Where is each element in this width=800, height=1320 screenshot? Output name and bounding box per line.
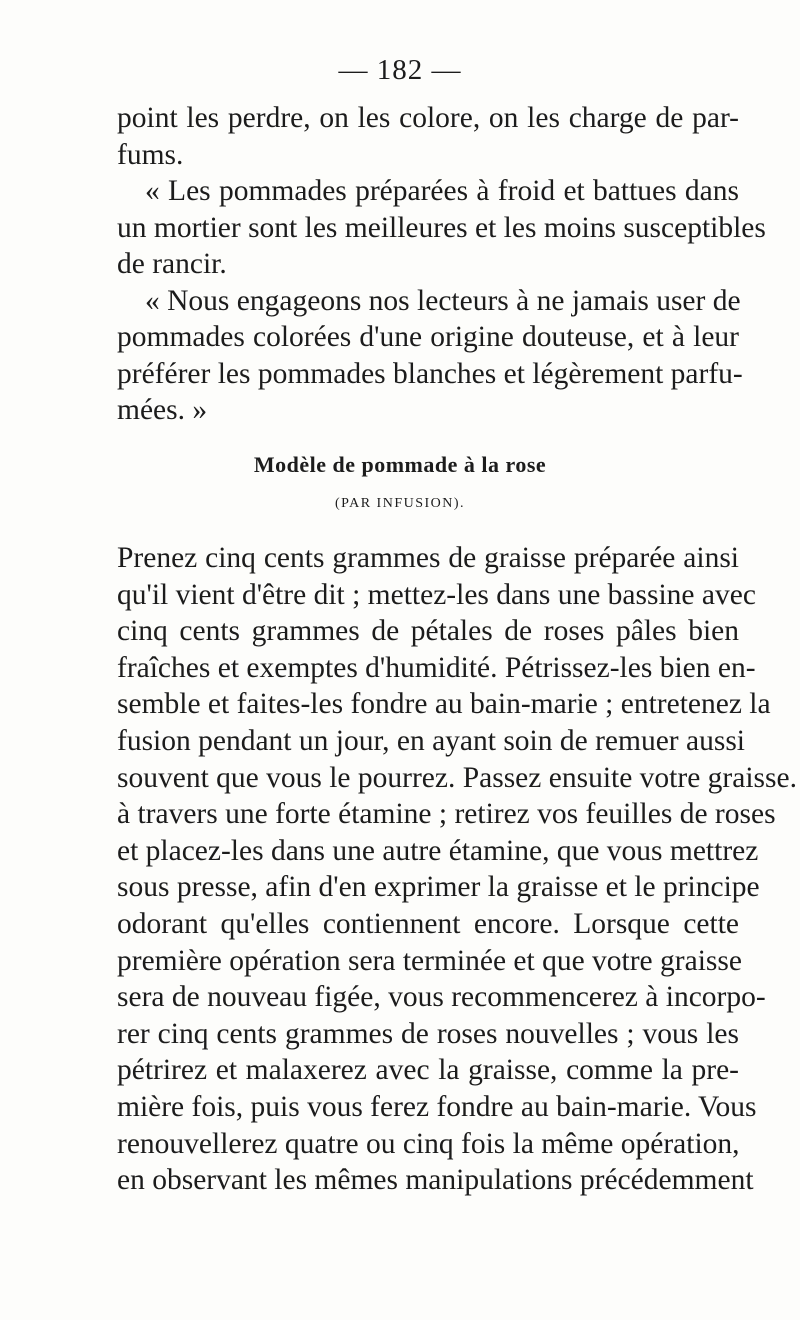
text-line: de rancir. bbox=[117, 248, 227, 280]
page-number: — 182 — bbox=[338, 54, 462, 86]
section-title: Modèle de pommade à la rose bbox=[253, 452, 547, 477]
text-line: un mortier sont les meilleures et les moins susceptibles bbox=[117, 211, 766, 244]
text-line: semble et faites-les fondre au bain-marie ; entretenez la bbox=[117, 688, 771, 721]
text-line: mière fois, puis vous ferez fondre au bain-marie. Vous bbox=[117, 1090, 757, 1123]
continued-paragraph bbox=[117, 100, 739, 173]
text-line: mées. » bbox=[117, 394, 208, 426]
quote-paragraph-1 bbox=[117, 173, 766, 283]
text-line: pommades colorées d'une origine douteuse, et à leur bbox=[117, 321, 739, 353]
text-line: Prenez cinq cents grammes de graisse préparée ainsi bbox=[117, 542, 739, 574]
recipe-paragraph bbox=[117, 540, 797, 1199]
text-line: « Les pommades préparées à froid et battues dans bbox=[145, 175, 739, 207]
section-subtitle: (PAR INFUSION). bbox=[334, 496, 466, 511]
text-line: « Nous engageons nos lecteurs à ne jamais user de bbox=[145, 284, 741, 317]
quote-paragraph-2 bbox=[117, 283, 743, 429]
text-line: point les perdre, on les colore, on les charge de par- bbox=[117, 102, 739, 134]
text-line: et placez-les dans une autre étamine, que vous mettrez bbox=[117, 834, 759, 867]
text-line: fusion pendant un jour, en ayant soin de remuer aussi bbox=[117, 724, 745, 757]
text-line: pétrirez et malaxerez avec la graisse, comme la pre- bbox=[117, 1054, 739, 1087]
text-line: à travers une forte étamine ; retirez vos feuilles de roses bbox=[117, 798, 776, 831]
text-line: rer cinq cents grammes de roses nouvelles ; vous les bbox=[117, 1017, 739, 1050]
text-line: odorant qu'elles contiennent encore. Lorsque cette bbox=[117, 907, 739, 940]
top-text-block bbox=[117, 100, 766, 429]
text-line: fraîches et exemptes d'humidité. Pétrissez-les bien en- bbox=[117, 651, 756, 684]
text-line: qu'il vient d'être dit ; mettez-les dans une bassine avec bbox=[117, 578, 756, 611]
text-line: sera de nouveau figée, vous recommencerez à incorpo- bbox=[117, 981, 766, 1014]
text-line: préférer les pommades blanches et légèrement parfu- bbox=[117, 357, 743, 390]
text-line: sous presse, afin d'en exprimer la graisse et le principe bbox=[117, 871, 760, 904]
text-line: renouvellerez quatre ou cinq fois la même opération, bbox=[117, 1127, 740, 1160]
text-line: fums. bbox=[117, 138, 184, 171]
text-line: en observant les mêmes manipulations précédemment bbox=[117, 1164, 754, 1197]
text-line: souvent que vous le pourrez. Passez ensuite votre graisse. bbox=[117, 761, 797, 794]
text-line: première opération sera terminée et que votre graisse bbox=[117, 944, 742, 977]
text-line: cinq cents grammes de pétales de roses pâles bien bbox=[117, 615, 739, 648]
